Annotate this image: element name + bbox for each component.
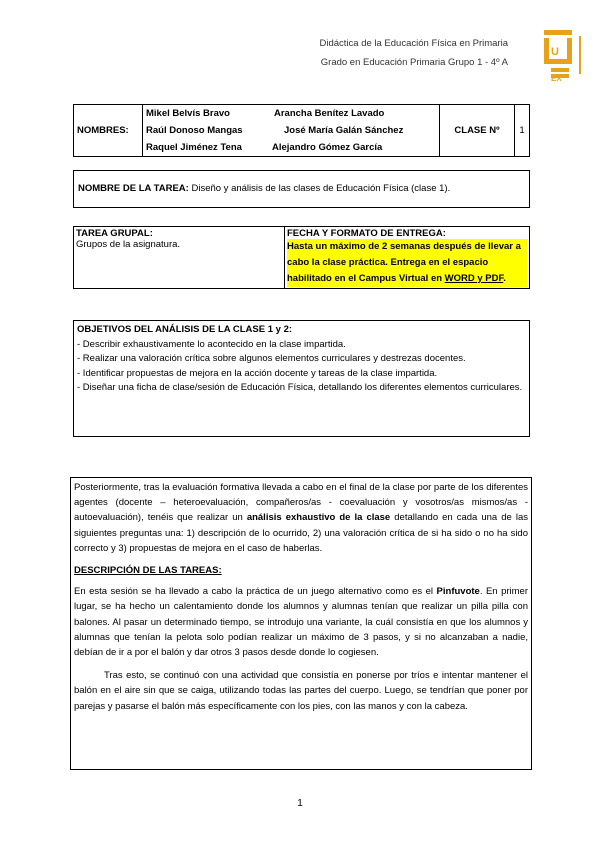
student-name: Raquel Jiménez Tena [146,142,242,153]
intro-text: Posteriormente, tras la evaluación formativa llevada a cabo en el final de la clase por parte de los diferentes agentes (docente – heteroevaluación, compañeros/as - coevaluación y vosotros/as mismos/as - autoevaluación), tenéis que realizar un [74,482,528,524]
objective-item: - Diseñar una ficha de clase/sesión de Educación Física, detallando los diferentes elementos curriculares. [77,382,523,394]
description-paragraph [74,584,528,660]
intro-paragraph [74,480,528,556]
delivery-formats: WORD y PDF [444,273,504,284]
objectives-title: OBJETIVOS DEL ANÁLISIS DE LA CLASE 1 y 2: [77,324,293,335]
university-logo-icon [541,26,587,82]
page-number: 1 [297,798,303,809]
svg-text:EX: EX [551,74,562,82]
student-name: José María Galán Sánchez [284,125,404,136]
task-label: NOMBRE DE LA TAREA: [78,183,189,194]
task-name-box [73,170,530,208]
objective-item: - Realizar una valoración crítica sobre algunos elementos curriculares y destrezas docentes. [77,353,466,365]
student-name: Alejandro Gómez García [272,142,383,153]
description-paragraph-2: Tras esto, se continuó con una actividad que consistía en ponerse por tríos e intentar mantener el balón en el aire sin que se caiga, utilizando todas las partes del cuerpo. Luego, se tendrían que poner por parejas y pasarse el balón más específicamente con los pies, con las manos y con la cabeza. [74,670,528,712]
delivery-text [287,239,527,287]
header-degree-group: Grado en Educación Primaria Grupo 1 - 4º A [320,57,508,68]
delivery-cell [285,227,530,289]
task-value: Diseño y análisis de las clases de Educación Física (clase 1). [191,183,451,194]
names-cell [143,105,440,157]
student-name: Mikel Belvís Bravo [146,108,230,119]
p1-text: En esta sesión se ha llevado a cabo la práctica de un juego alternativo como es el [74,586,437,598]
clase-label: CLASE Nº [440,105,515,157]
group-task-table [73,226,530,289]
group-task-value: Grupos de la asignatura. [76,239,181,250]
delivery-label: FECHA Y FORMATO DE ENTREGA: [287,228,446,239]
student-name: Raúl Donoso Mangas [146,125,243,136]
delivery-deadline: Hasta un máximo de 2 semanas después de llevar a cabo la clase práctica. Entrega en el espacio habilitado en el Campus Virtual en [287,241,521,284]
group-task-cell [74,227,285,289]
header-course-title: Didáctica de la Educación Física en Primaria [319,38,508,49]
clase-value: 1 [515,105,530,157]
intro-bold: análisis exhaustivo de la clase [246,512,391,524]
p1-bold: Pinfuvote [436,586,480,598]
objectives-box [73,320,530,437]
svg-text:U: U [551,46,559,58]
student-name: Arancha Benítez Lavado [274,108,385,119]
objective-item: - Identificar propuestas de mejora en la acción docente y tareas de la clase impartida. [77,367,438,379]
p1-text-end: . En primer lugar, se ha hecho un calentamiento donde los alumnos y alumnas tenían que realizar un pilla pilla con balones. Al pasar un determinado tiempo, se introdujo una variante, la cuál consistía en que los alumnos y alumnas que tenían la pelota solo podían realizar un máximo de 3 pasos, y si no alcanzaban a nadie, debían de ir a por el balón y dar otros 3 pasos desde donde lo cogiesen. [74,586,528,659]
names-table [73,104,530,157]
analysis-body-box [70,477,532,770]
group-task-label: TAREA GRUPAL: [76,228,153,239]
section-title: DESCRIPCIÓN DE LAS TAREAS: [74,565,222,577]
delivery-period: . [503,273,506,284]
names-label: NOMBRES: [74,105,143,157]
intro-text-end: detallando en cada una de las siguientes preguntas una: 1) descripción de lo ocurrido, 2) una valoración crítica de si ha sido o no ha sido correcto y 3) propuestas de mejora en el caso de haberlas. [74,512,528,554]
objective-item: - Describir exhaustivamente lo acontecido en la clase impartida. [77,338,346,350]
